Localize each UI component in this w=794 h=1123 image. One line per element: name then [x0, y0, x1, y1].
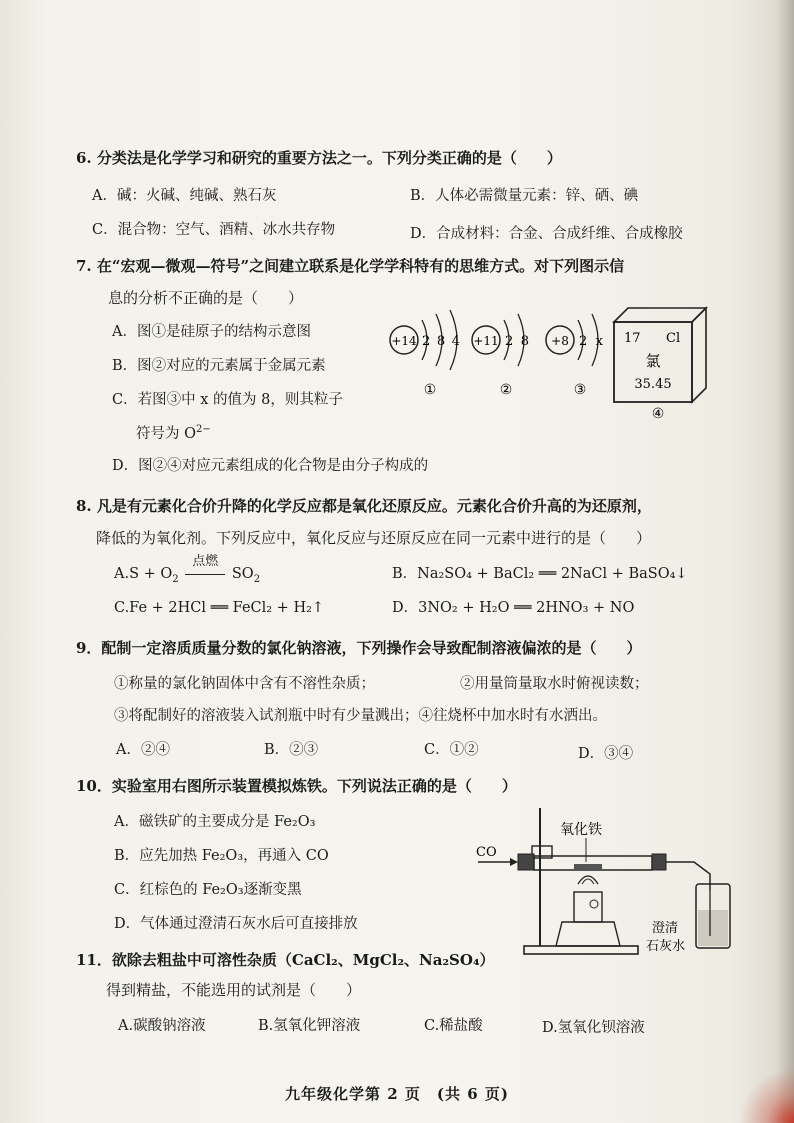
element-name: 氯 [645, 352, 661, 370]
q9-stem: 9．配制一定溶质质量分数的氯化钠溶液，下列操作会导致配制溶液偏浓的是（ ） [76, 639, 642, 657]
q7-option-a: A．图①是硅原子的结构示意图 [112, 324, 311, 340]
q8-option-b: B．Na₂SO₄ + BaCl₂ ══ 2NaCl + BaSO₄↓ [392, 566, 688, 582]
q9-statement-1: ①称量的氯化钠固体中含有不溶性杂质； [114, 676, 375, 692]
atom-1-label: ① [423, 382, 437, 398]
q9-option-b: B．②③ [264, 742, 319, 758]
q7-stem-line2: 息的分析不正确的是（ ） [108, 289, 304, 307]
q8-option-a-right: SO [231, 566, 254, 582]
q6-option-a: A．碱：火碱、纯碱、熟石灰 [92, 188, 277, 204]
q11-option-d: D.氢氧化钡溶液 [542, 1020, 645, 1036]
element-symbol: Cl [666, 331, 681, 346]
atom-1-nucleus: +14 [391, 334, 417, 348]
apparatus-co-label: CO [476, 845, 497, 860]
q10-option-c: C．红棕色的 Fe₂O₃逐渐变黑 [114, 882, 302, 898]
q8-option-a-left: A.S + O [114, 566, 173, 582]
q8-stem-line1: 8. 凡是有元素化合价升降的化学反应都是氧化还原反应。元素化合价升高的为还原剂， [76, 497, 652, 515]
atom-diagram-1 [390, 310, 460, 398]
q7-option-c-line1: C．若图③中 x 的值为 8，则其粒子 [112, 392, 343, 408]
atom-diagram-3 [546, 314, 604, 398]
iron-smelting-apparatus [474, 800, 736, 966]
q7-option-c-charge: 2− [196, 424, 211, 435]
q10-stem: 10．实验室用右图所示装置模拟炼铁。下列说法正确的是（ ） [76, 777, 517, 795]
q11-stem-line2: 得到精盐，不能选用的试剂是（ ） [106, 981, 362, 999]
atom-2-shells: 2 8 [505, 334, 529, 349]
q9-option-c: C．①② [424, 742, 479, 758]
q8-stem-line2: 降低的为氧化剂。下列反应中，氧化反应与还原反应在同一元素中进行的是（ ） [96, 529, 652, 547]
q6-option-d: D．合成材料：合金、合成纤维、合成橡胶 [410, 226, 683, 242]
element-atomic-mass: 35.45 [634, 377, 672, 392]
element-cell-chlorine [610, 304, 710, 420]
q6-option-b: B．人体必需微量元素：锌、硒、碘 [410, 188, 639, 204]
atom-2-nucleus: +11 [473, 334, 499, 348]
q8-option-d: D．3NO₂ + H₂O ══ 2HNO₃ + NO [392, 600, 635, 616]
atom-3-label: ③ [573, 382, 587, 398]
q11-stem-line1: 11．欲除去粗盐中可溶性杂质（CaCl₂、MgCl₂、Na₂SO₄） [76, 951, 495, 969]
q10-option-a: A．磁铁矿的主要成分是 Fe₂O₃ [114, 814, 316, 830]
atom-3-nucleus: +8 [551, 334, 569, 348]
page-footer: 九年级化学第 2 页 (共 6 页) [285, 1085, 509, 1103]
atom-1-shells: 2 8 4 [422, 334, 460, 349]
element-cell-label: ④ [651, 406, 665, 420]
atom-2-label: ② [499, 382, 513, 398]
q11-option-a: A.碳酸钠溶液 [118, 1018, 206, 1034]
apparatus-limewater-label-1: 澄清 [652, 921, 679, 936]
atom-diagram-2 [472, 314, 529, 398]
q9-statement-3-4: ③将配制好的溶液装入试剂瓶中时有少量溅出；④往烧杯中加水时有水洒出。 [114, 708, 607, 724]
apparatus-iron-oxide-label: 氧化铁 [560, 822, 602, 838]
q8-option-c: C.Fe + 2HCl ══ FeCl₂ + H₂↑ [114, 600, 325, 616]
q10-option-b: B．应先加热 Fe₂O₃，再通入 CO [114, 848, 329, 864]
q6-option-c: C．混合物：空气、酒精、冰水共存物 [92, 222, 336, 238]
q11-option-b: B.氢氧化钾溶液 [258, 1018, 361, 1034]
page-shadow-right [776, 0, 794, 1123]
q9-option-d: D．③④ [578, 746, 634, 762]
q9-option-a: A．②④ [116, 742, 170, 758]
q7-stem-line1: 7. 在“宏观—微观—符号”之间建立联系是化学学科特有的思维方式。对下列图示信 [76, 257, 625, 275]
q8-option-a: $A.S + O_2$ 点燃 $SO_2$ [114, 554, 261, 585]
apparatus-limewater-label-2: 石灰水 [646, 939, 686, 954]
atom-structure-figures [384, 296, 624, 406]
q7-option-c-symbol: 符号为 O [136, 425, 196, 442]
q7-option-d: D．图②④对应元素组成的化合物是由分子构成的 [112, 458, 429, 474]
atom-3-shells: 2 x [579, 334, 603, 349]
q11-option-c: C.稀盐酸 [424, 1018, 483, 1034]
q7-option-b: B．图②对应的元素属于金属元素 [112, 358, 326, 374]
element-atomic-number: 17 [624, 331, 641, 346]
q6-stem: 6. 分类法是化学学习和研究的重要方法之一。下列分类正确的是（ ） [76, 149, 562, 167]
q10-option-d: D．气体通过澄清石灰水后可直接排放 [114, 916, 358, 932]
q9-statement-2: ②用量筒量取水时俯视读数； [460, 676, 649, 692]
q7-option-c-line2 [136, 420, 211, 444]
q8-option-a-condition: 点燃 [192, 554, 219, 569]
